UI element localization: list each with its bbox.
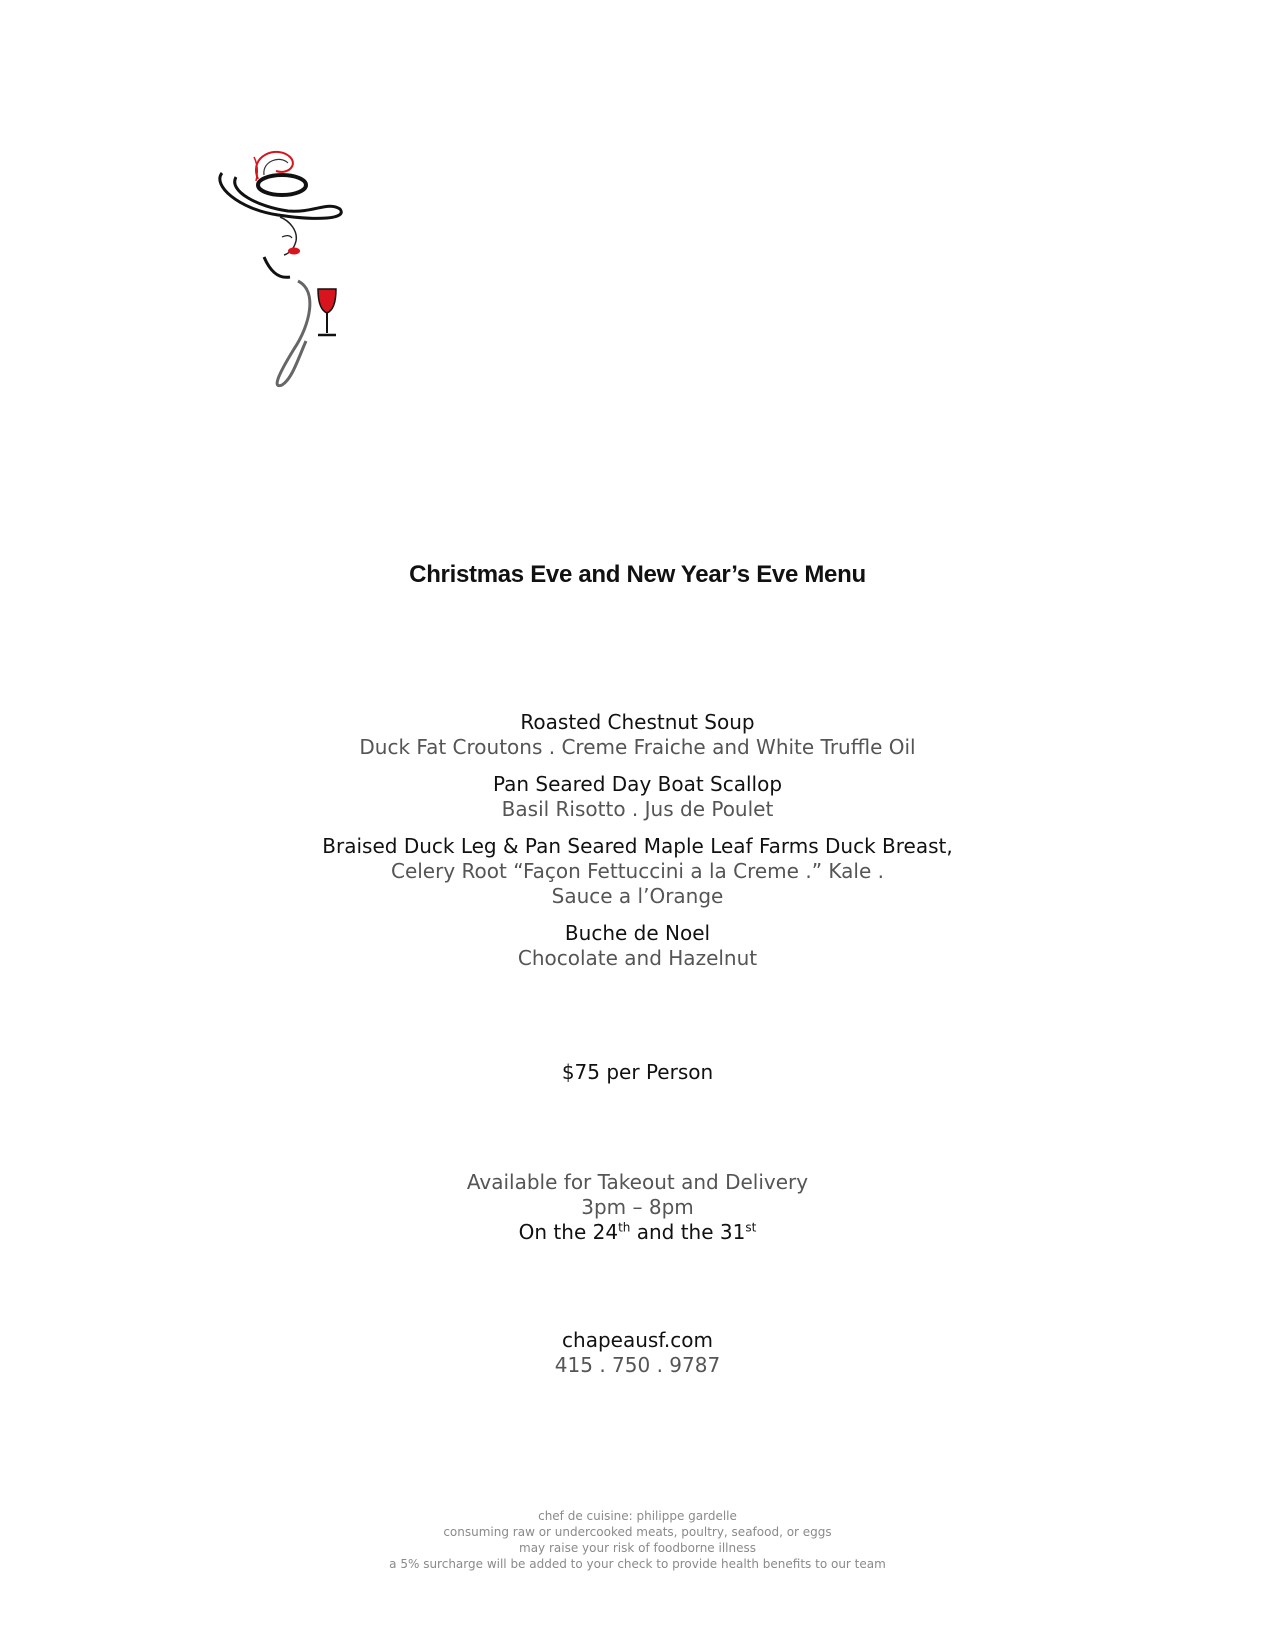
footer-line: chef de cuisine: philippe gardelle <box>538 1509 737 1523</box>
availability <box>0 1170 1275 1245</box>
footer-line: a 5% surcharge will be added to your check to provide health benefits to our team <box>389 1557 886 1571</box>
course-name: Pan Seared Day Boat Scallop <box>492 772 783 796</box>
contact <box>0 1328 1275 1378</box>
course-soup <box>0 710 1275 760</box>
footer-line: consuming raw or undercooked meats, poultry, seafood, or eggs <box>443 1525 832 1539</box>
course-name: Braised Duck Leg & Pan Seared Maple Leaf Farms Duck Breast, <box>322 834 953 858</box>
course-description: Basil Risotto . Jus de Poulet <box>501 797 774 821</box>
availability-dates <box>0 1220 1275 1245</box>
course-name: Buche de Noel <box>564 921 711 945</box>
dates-sup-st: st <box>745 1220 757 1235</box>
course-dessert <box>0 921 1275 971</box>
menu-courses <box>0 710 1275 983</box>
course-description: Duck Fat Croutons . Creme Fraiche and White Truffle Oil <box>359 735 916 759</box>
logo-lady-in-hat-with-wine-glass <box>218 145 358 405</box>
dates-prefix: On the 24 <box>518 1220 619 1244</box>
course-name: Roasted Chestnut Soup <box>520 710 755 734</box>
dates-middle: and the 31 <box>630 1220 746 1244</box>
footer-notes <box>0 1508 1275 1572</box>
course-description: Sauce a l’Orange <box>551 884 724 908</box>
availability-line: Available for Takeout and Delivery <box>466 1170 809 1194</box>
price: $75 per Person <box>561 1060 714 1084</box>
course-description: Celery Root “Façon Fettuccini a la Creme .” Kale . <box>390 859 885 883</box>
phone-number: 415 . 750 . 9787 <box>554 1353 721 1377</box>
course-duck <box>0 834 1275 909</box>
availability-hours: 3pm – 8pm <box>581 1195 694 1219</box>
footer-line: may raise your risk of foodborne illness <box>519 1541 756 1555</box>
menu-title: Christmas Eve and New Year’s Eve Menu <box>409 561 866 588</box>
course-description: Chocolate and Hazelnut <box>517 946 758 970</box>
dates-sup-th: th <box>618 1220 631 1235</box>
website-link[interactable]: chapeausf.com <box>562 1328 713 1352</box>
course-scallop <box>0 772 1275 822</box>
